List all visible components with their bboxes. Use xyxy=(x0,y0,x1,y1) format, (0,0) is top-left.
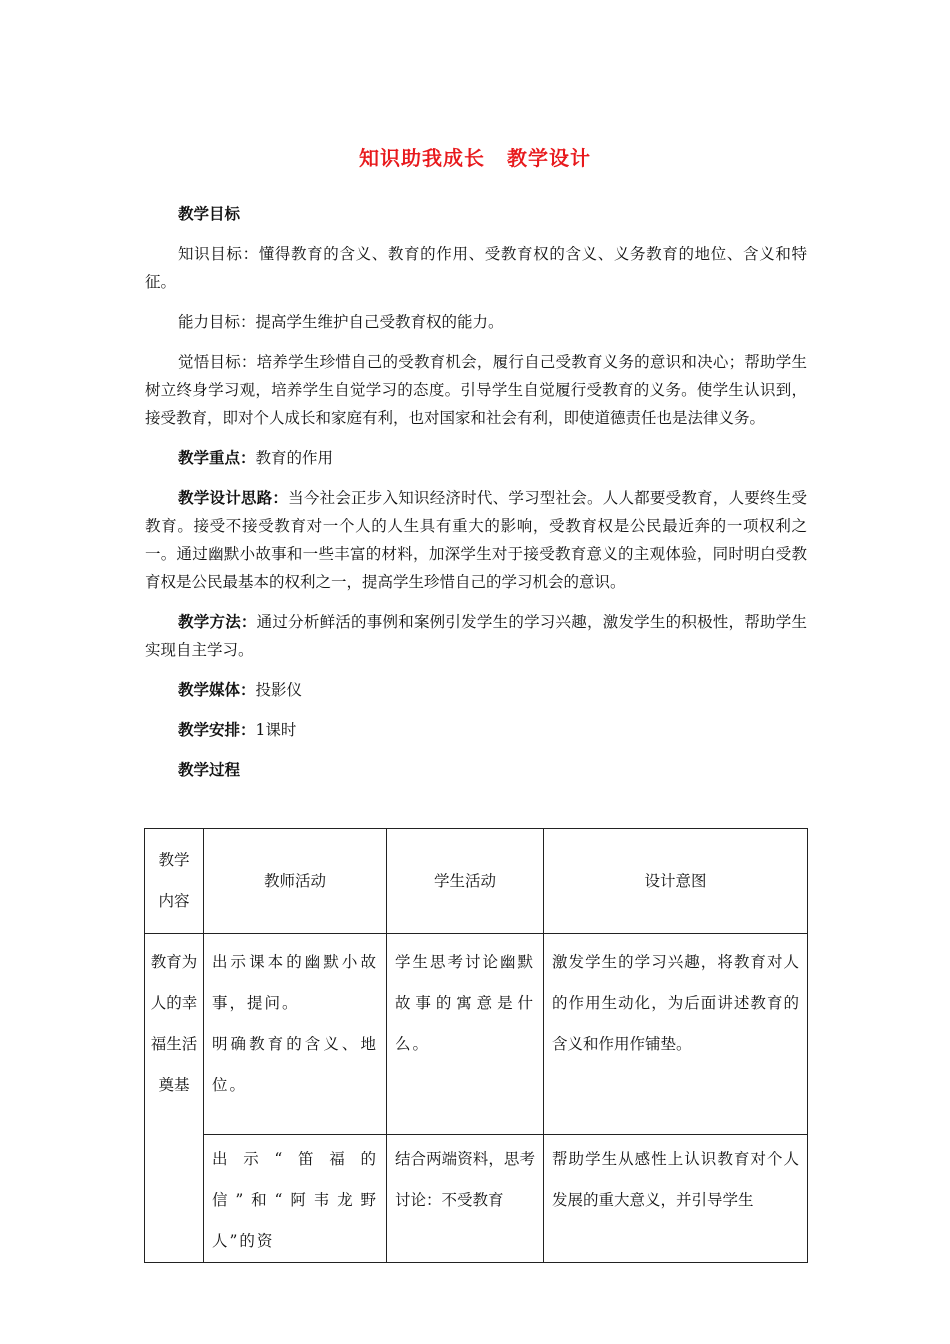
title-part-2: 教学设计 xyxy=(507,146,591,170)
table-row xyxy=(145,934,808,1135)
design-intent-text: 激发学生的学习兴趣，将教育对人的作用生动化，为后面讲述教育的含义和作用作铺垫。 xyxy=(552,953,799,1053)
media-label: 教学媒体： xyxy=(178,680,256,699)
design-intent xyxy=(544,934,808,1135)
document-title xyxy=(0,142,950,171)
teacher-activity-line: 出示“笛福的信”和“阿韦龙野人”的资 xyxy=(212,1150,378,1250)
key-point-label: 教学重点： xyxy=(178,448,256,467)
header-teacher: 教师活动 xyxy=(204,829,387,934)
ability-goal: 能力目标：提高学生维护自己受教育权的能力。 xyxy=(178,313,504,331)
teacher-activity-line: 出示课本的幽默小故事，提问。 xyxy=(212,953,378,1012)
schedule-text: 1课时 xyxy=(255,721,297,739)
design-intent-text: 帮助学生从感性上认识教育对个人发展的重大意义，并引导学生 xyxy=(552,1150,799,1209)
objectives-heading: 教学目标 xyxy=(178,204,241,223)
teaching-media xyxy=(145,676,807,704)
header-intent: 设计意图 xyxy=(544,829,808,934)
design-label: 教学设计思路： xyxy=(178,488,289,507)
header-student: 学生活动 xyxy=(387,829,544,934)
document-body xyxy=(145,200,807,796)
teacher-activity xyxy=(204,1135,387,1263)
process-heading: 教学过程 xyxy=(178,760,241,779)
table-header-row xyxy=(145,829,808,934)
schedule-label: 教学安排： xyxy=(178,720,256,739)
key-point-text: 教育的作用 xyxy=(255,449,334,467)
teacher-activity-line: 明确教育的含义、地位。 xyxy=(212,1035,378,1094)
method-label: 教学方法： xyxy=(178,612,257,631)
key-point xyxy=(145,444,807,472)
topic-cell: 教育为人的幸福生活奠基 xyxy=(145,934,204,1263)
student-activity xyxy=(387,934,544,1135)
teaching-schedule xyxy=(145,716,807,744)
teaching-process-table xyxy=(144,828,808,1263)
student-activity xyxy=(387,1135,544,1263)
media-text: 投影仪 xyxy=(255,681,303,699)
design-intent xyxy=(544,1135,808,1263)
design-text: 当今社会正步入知识经济时代、学习型社会。人人都要受教育，人要终生受教育。接受不接受教育对一个人的人生具有重大的影响，受教育权是公民最近奔的一项权利之一。通过幽默小故事和一些丰富的材料，加深学生对于接受教育意义的主观体验，同时明白受教育权是公民最基本的权利之一，提高学生珍惜自己的学习机会的意识。 xyxy=(145,489,807,591)
teaching-method xyxy=(145,608,807,664)
header-content: 教学内容 xyxy=(145,829,204,934)
awareness-goal: 觉悟目标：培养学生珍惜自己的受教育机会，履行自己受教育义务的意识和决心；帮助学生树立终身学习观，培养学生自觉学习的态度。引导学生自觉履行受教育的义务。使学生认识到，接受教育，即对个人成长和家庭有利，也对国家和社会有利，即使道德责任也是法律义务。 xyxy=(145,353,807,427)
knowledge-goal: 知识目标：懂得教育的含义、教育的作用、受教育权的含义、义务教育的地位、含义和特征。 xyxy=(145,245,807,291)
title-part-1: 知识助我成长 xyxy=(359,146,485,170)
student-activity-text: 结合两端资料，思考讨论：不受教育 xyxy=(395,1150,535,1209)
design-approach xyxy=(145,484,807,596)
table-row xyxy=(145,1135,808,1263)
student-activity-text: 学生思考讨论幽默故事的寓意是什么。 xyxy=(395,953,536,1053)
teacher-activity xyxy=(204,934,387,1135)
method-text: 通过分析鲜活的事例和案例引发学生的学习兴趣，激发学生的积极性，帮助学生实现自主学习。 xyxy=(145,613,807,659)
